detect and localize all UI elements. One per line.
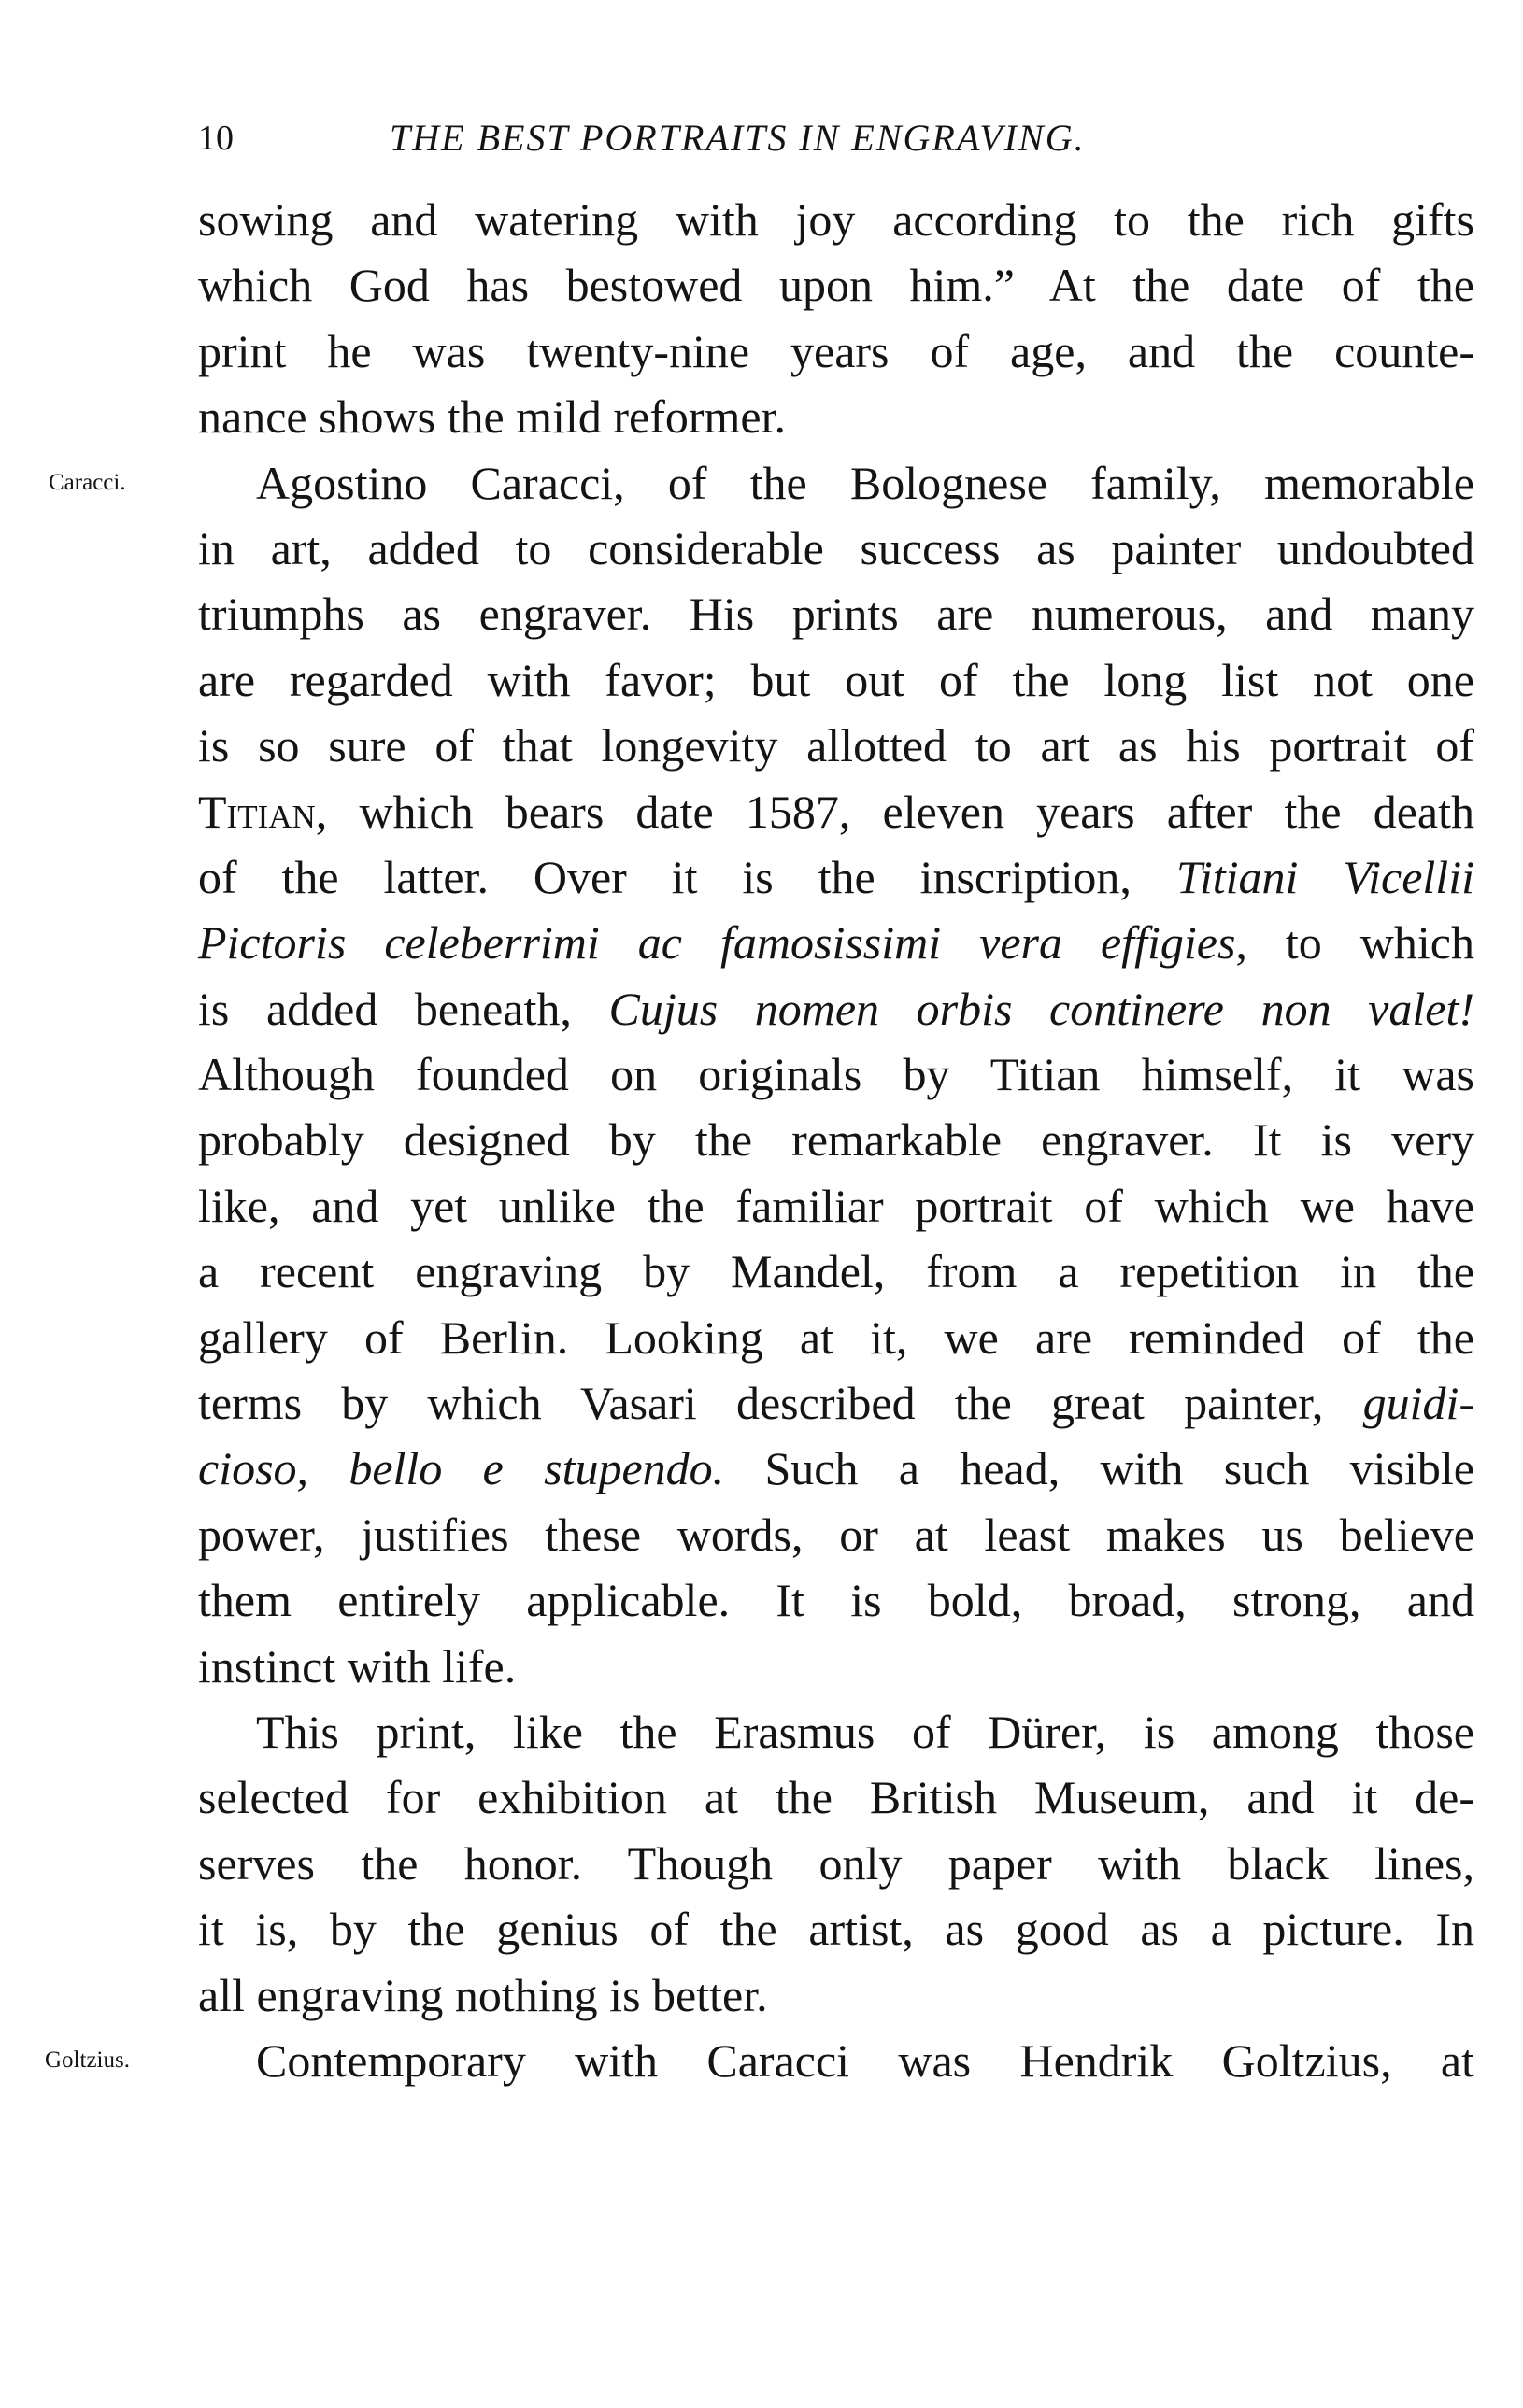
text-line: Goltzius. Contemporary with Caracci was Hendrik Goltzius, at bbox=[198, 2028, 1474, 2093]
text-line: sowing and watering with joy according to the rich gifts bbox=[198, 193, 1474, 246]
text-line: in art, added to considerable success as painter undoubted bbox=[198, 521, 1474, 574]
text-line: probably designed by the remarkable engraver. It is very bbox=[198, 1113, 1474, 1167]
italian-quote: guidi- bbox=[1362, 1377, 1474, 1430]
text-line: of the latter. Over it is the inscription, Titiani Vicellii bbox=[198, 850, 1474, 903]
italian-quote: cioso, bello e stupendo. bbox=[198, 1442, 725, 1495]
name-titian: Titian bbox=[198, 785, 316, 838]
text-line: are regarded with favor; but out of the long list not one bbox=[198, 653, 1474, 706]
latin-inscription: Titiani Vicellii bbox=[1175, 850, 1474, 903]
text-line: like, and yet unlike the familiar portrait of which we have bbox=[198, 1179, 1474, 1232]
body-text bbox=[45, 187, 1474, 2093]
text-line: print he was twenty-nine years of age, and the counte- bbox=[198, 324, 1474, 377]
text-line: them entirely applicable. It is bold, broad, strong, and bbox=[198, 1574, 1474, 1627]
text-line: selected for exhibition at the British Museum, and it de- bbox=[198, 1771, 1474, 1824]
text-line: Pictoris celeberrimi ac famosissimi vera effigies, to which bbox=[198, 916, 1474, 970]
text-line: terms by which Vasari described the great painter, guidi- bbox=[198, 1377, 1474, 1430]
text-line: power, justifies these words, or at least makes us believe bbox=[198, 1508, 1474, 1561]
latin-inscription: Pictoris celeberrimi ac famosissimi vera effigies bbox=[198, 916, 1236, 970]
text-line: is added beneath, Cujus nomen orbis continere non valet! bbox=[198, 982, 1474, 1035]
text-line: This print, like the Erasmus of Dürer, is among those bbox=[256, 1705, 1474, 1758]
latin-inscription: Cujus nomen orbis continere non valet! bbox=[608, 982, 1474, 1035]
text-line: all engraving nothing is better. bbox=[198, 1968, 768, 2021]
margin-note-caracci: Caracci. bbox=[49, 469, 126, 495]
text-line: which God has bestowed upon him.” At the date of the bbox=[198, 259, 1474, 312]
text-line: cioso, bello e stupendo. Such a head, with such visible bbox=[198, 1442, 1474, 1495]
text-line: is so sure of that longevity allotted to art as his portrait of bbox=[198, 719, 1474, 772]
text-line: a recent engraving by Mandel, from a repetition in the bbox=[198, 1245, 1474, 1298]
text-line: Although founded on originals by Titian himself, it was bbox=[198, 1048, 1474, 1101]
text-line: Caracci. Agostino Caracci, of the Bolognese family, memorable bbox=[198, 450, 1474, 516]
text-line: nance shows the mild reformer. bbox=[198, 390, 786, 444]
text-line: Titian, which bears date 1587, eleven years after the death bbox=[198, 785, 1474, 838]
text-line: triumphs as engraver. His prints are numerous, and many bbox=[198, 588, 1474, 641]
running-head bbox=[198, 110, 1473, 166]
margin-note-goltzius: Goltzius. bbox=[45, 2047, 130, 2073]
text-line: gallery of Berlin. Looking at it, we are reminded of the bbox=[198, 1310, 1474, 1364]
running-title: THE BEST PORTRAITS IN ENGRAVING. bbox=[390, 117, 1086, 159]
text-line: instinct with life. bbox=[198, 1639, 517, 1693]
text-line: serves the honor. Though only paper with black lines, bbox=[198, 1836, 1474, 1890]
page-number: 10 bbox=[198, 119, 234, 158]
text-line: it is, by the genius of the artist, as good as a picture. In bbox=[198, 1903, 1474, 1956]
